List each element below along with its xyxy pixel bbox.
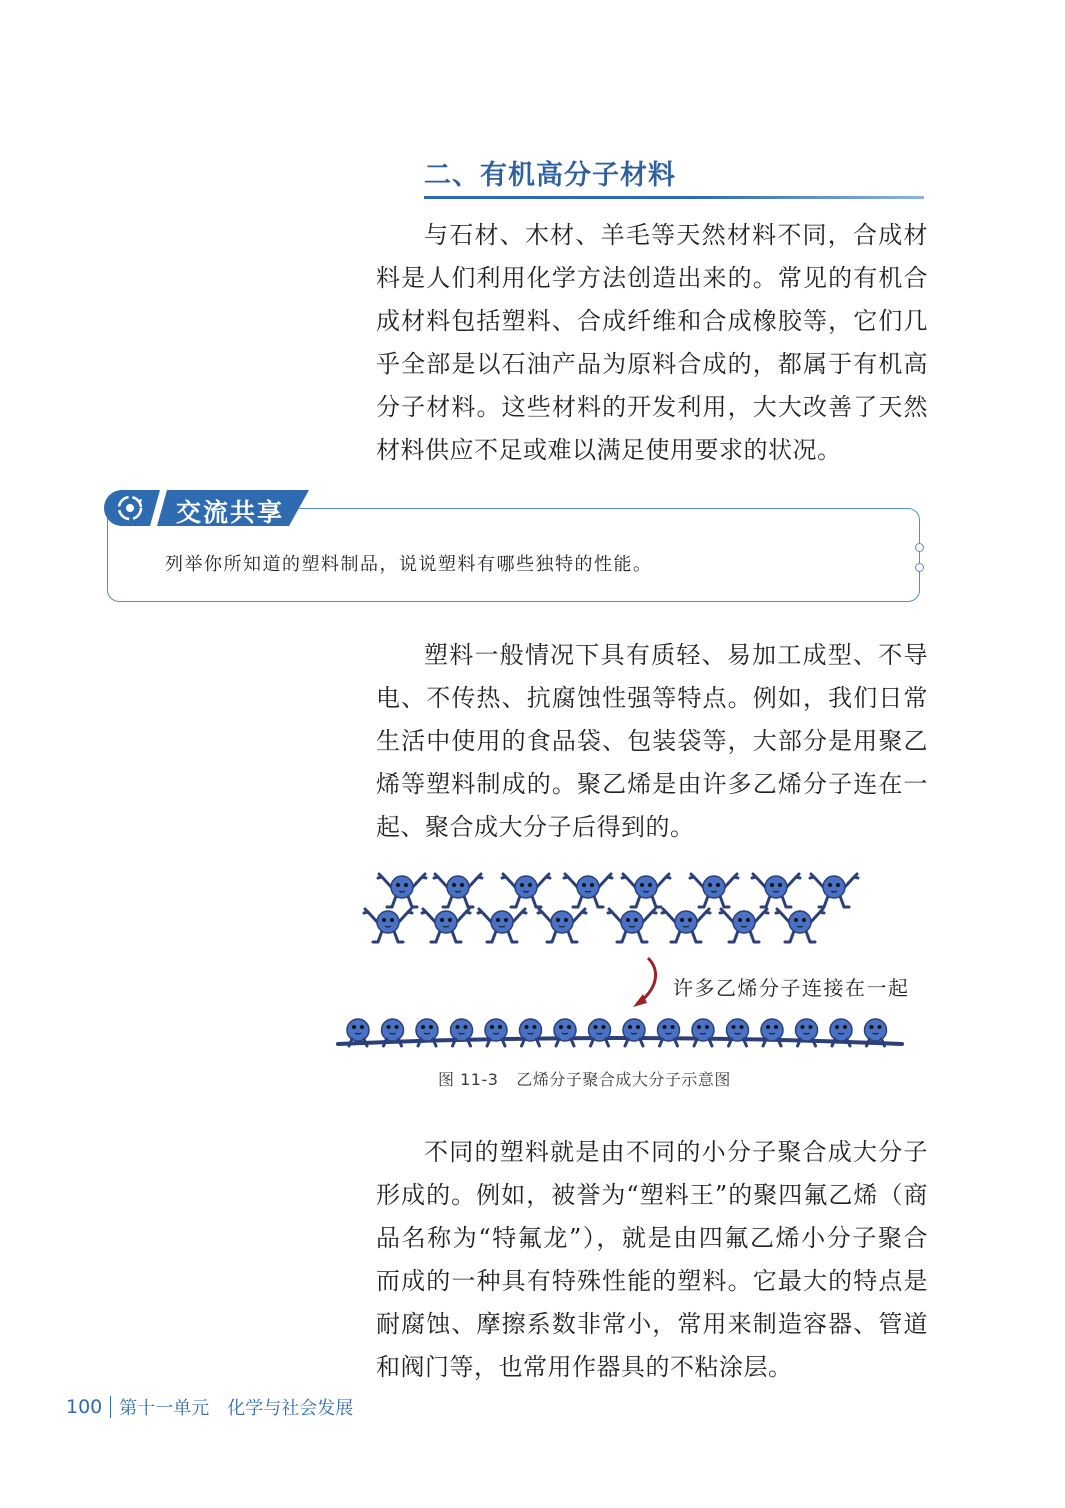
polymer-unit xyxy=(520,1019,542,1046)
figure-caption xyxy=(438,1067,731,1090)
polymer-unit xyxy=(658,1019,680,1046)
polymer-unit xyxy=(623,1019,645,1046)
ethylene-molecule xyxy=(478,909,526,942)
page-number: 100 xyxy=(66,1396,103,1418)
paragraph-ptfe: 不同的塑料就是由不同的小分子聚合成大分子形成的。例如，被誉为“塑料王”的聚四氟乙烯（商品名称为“特氟龙”），就是由四氟乙烯小分子聚合而成的一种具有特殊性能的塑料。它最大的特点是耐腐蚀、摩擦系数非常小，常用来制造容器、管道和阀门等，也常用作器具的不粘涂层。 xyxy=(376,1138,928,1381)
unit-title: 第十一单元 xyxy=(119,1398,210,1419)
title-underline xyxy=(424,196,924,199)
page-footer xyxy=(66,1394,353,1420)
polymer-unit xyxy=(554,1019,576,1046)
polymer-unit xyxy=(451,1019,473,1046)
ethylene-molecule xyxy=(810,874,858,907)
caption-number: 图 11-3 xyxy=(438,1070,499,1089)
polymer-unit xyxy=(589,1019,611,1046)
ethylene-molecule xyxy=(364,909,412,942)
ethylene-molecule xyxy=(538,909,586,942)
box-ring-bottom xyxy=(915,563,924,572)
polymer-unit xyxy=(727,1019,749,1046)
ethylene-molecule xyxy=(608,909,656,942)
polymer-unit xyxy=(485,1019,507,1046)
ethylene-molecule xyxy=(776,909,824,942)
ethylene-molecule xyxy=(378,874,426,907)
share-label: 交流共享 xyxy=(176,498,285,527)
caption-text: 乙烯分子聚合成大分子示意图 xyxy=(516,1070,731,1089)
ethylene-molecule xyxy=(564,874,612,907)
share-prompt: 列举你所知道的塑料制品，说说塑料有哪些独特的性能。 xyxy=(165,554,653,575)
ethylene-molecule xyxy=(422,909,470,942)
share-tab xyxy=(104,490,309,526)
section-title: 二、有机高分子材料 xyxy=(424,160,676,191)
ethylene-molecule xyxy=(752,874,800,907)
ethylene-molecule xyxy=(502,874,550,907)
paragraph-intro: 与石材、木材、羊毛等天然材料不同，合成材料是人们利用化学方法创造出来的。常见的有机合成材料包括塑料、合成纤维和合成橡胶等，它们几乎全部是以石油产品为原料合成的，都属于有机高分子材料。这些材料的开发利用，大大改善了天然材料供应不足或难以满足使用要求的状况。 xyxy=(376,221,928,464)
figure-annotation: 许多乙烯分子连接在一起 xyxy=(673,976,910,1000)
figure-polymerization xyxy=(330,862,930,1062)
polymer-unit xyxy=(761,1019,783,1046)
ethylene-molecule xyxy=(720,909,768,942)
paragraph-plastics: 塑料一般情况下具有质轻、易加工成型、不导电、不传热、抗腐蚀性强等特点。例如，我们日常生活中使用的食品袋、包装袋等，大部分是用聚乙烯等塑料制成的。聚乙烯是由许多乙烯分子连在一起、聚合成大分子后得到的。 xyxy=(376,641,928,841)
ethylene-molecule xyxy=(434,874,482,907)
unit-topic: 化学与社会发展 xyxy=(227,1398,354,1419)
footer-divider xyxy=(110,1396,111,1418)
figure-illustration xyxy=(330,862,930,1062)
ethylene-molecule xyxy=(662,909,710,942)
ethylene-molecule xyxy=(690,874,738,907)
box-ring-top xyxy=(915,543,924,552)
polymer-unit xyxy=(692,1019,714,1046)
ethylene-molecule xyxy=(622,874,670,907)
